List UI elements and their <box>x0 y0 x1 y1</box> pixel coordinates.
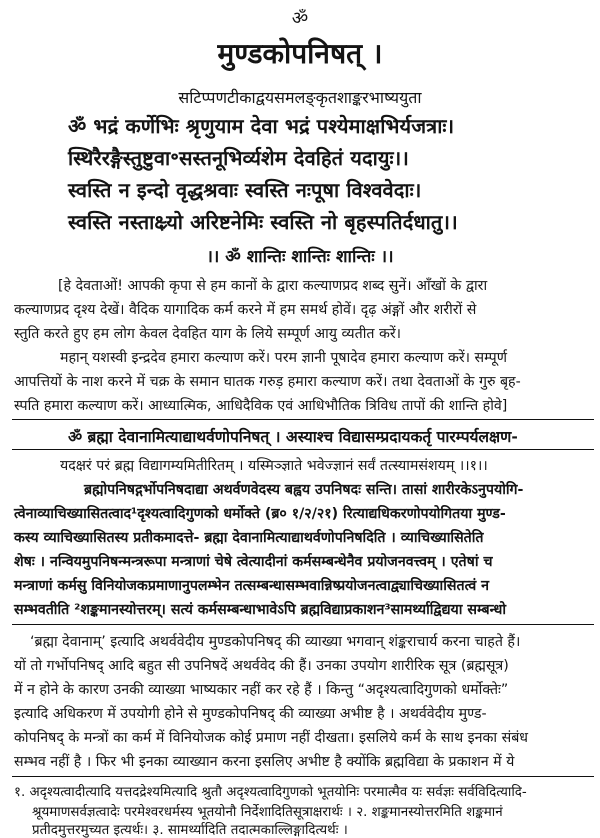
commentary-header: ॐ ब्रह्मा देवानामित्याद्याथर्वणोपनिषत् । अस्याश्च विद्यासम्प्रदायकर्तृ पारम्पर्यलक्षण- <box>68 428 518 446</box>
hindi-commentary-line: इत्यादि अधिकरण में उपयोगी होने से मुण्डकोपनिषद् की व्याख्या अभीष्ट है । अथर्ववेदीय मुण्ड- <box>14 706 487 722</box>
mantra-line: स्वस्ति न इन्दो वृद्धश्रवाः स्वस्ति नःपूषा विश्ववेदाः। <box>68 178 422 202</box>
page-subtitle: सटिप्पणटीकाद्वयसमलङ्कृतशाङ्करभाष्ययुता <box>178 88 422 107</box>
hindi-commentary-line: यों तो गर्भोपनिषद् आदि बहुत सी उपनिषदें अथर्ववेद की हैं। उनका उपयोग शारीरिक सूत्र (ब्रह्मसूत्र) <box>14 658 509 674</box>
mantra-line: स्वस्ति नस्ताक्ष्र्यो अरिष्टनेमिः स्वस्ति नो बृहस्पतिर्दधातु।। <box>68 210 458 234</box>
commentary-line: त्वेनाव्याचिख्यासितत्वाद¹दृश्यत्वादिगुणको धर्मोक्ते (ब्र० १/२/२१) रित्याद्यधिकरणोपयोगितया मुण्ड- <box>14 506 506 522</box>
hindi-commentary-line: कोपनिषद् के मन्त्रों का कर्म में विनियोजक कोई प्रमाण नहीं दीखता। इसलिये कर्म के साथ इनका संबंध <box>14 730 529 746</box>
translation-line: आपत्तियों के नाश करने में चक्र के समान घातक गरुड़ हमारा कल्याण करें। तथा देवताओं के गुरु बृह- <box>14 374 521 390</box>
footnote-divider <box>12 776 594 777</box>
divider <box>12 449 594 450</box>
commentary-line: सम्भवतीति ²शङ्कमानस्योत्तरम्। सत्यं कर्मसम्बन्धाभावेऽपि ब्रह्मविद्याप्रकाशन³सामर्थ्याद्विद्यया सम्बन्धो <box>14 602 506 618</box>
commentary-line: यदक्षरं परं ब्रह्म विद्यागम्यमितीरितम् । यस्मिञ्ज्ञाते भवेज्ज्ञानं सर्वं तत्स्यामसंशयम् ।।१।। <box>60 458 488 474</box>
hindi-commentary-line: सम्भव नहीं है । फिर भी इनका व्याख्यान करना इसलिए अभीष्ट है क्योंकि ब्रह्मविद्या के प्रकाशन में ये <box>14 754 515 770</box>
mantra-line: स्थिरैरङ्गैस्तुष्टुवा॰सस्तनूभिर्व्यशेम देवहितं यदायुः।। <box>68 146 409 170</box>
translation-line: कल्याणप्रद दृश्य देखें। वैदिक यागादिक कर्म करने में हम समर्थ होवें। दृढ़ अंङ्गों और शरीरों से <box>14 302 477 318</box>
mantra-line: ॐ भद्रं कर्णेभिः श्रृणुयाम देवा भद्रं पश्येमाक्षभिर्यजत्राः। <box>68 114 455 138</box>
divider <box>12 624 594 625</box>
translation-line: स्पति हमारा कल्याण करें। आध्यात्मिक, आधिदैविक एवं आधिभौतिक त्रिविध तापों की शान्ति होवे] <box>14 398 508 414</box>
commentary-line: कस्य व्याचिख्यासितस्य प्रतीकमादत्ते- ब्रह्मा देवानामित्याद्याथर्वणोपनिषदिति । व्याचिख्यासितेति <box>14 530 484 546</box>
shanti-closing: ।। ॐ शान्तिः शान्तिः शान्तिः ।। <box>206 247 394 267</box>
translation-line: स्तुति करते हुए हम लोग केवल देवहित याग के लिये सम्पूर्ण आयु व्यतीत करें। <box>14 326 402 342</box>
commentary-line: शेषः । नन्वियमुपनिषन्मन्त्ररूपा मन्त्राणां चेषे त्वेत्यादीनां कर्मसम्बन्धेनैव प्रयोजनवत्त्वम् । एतेषां च <box>14 554 493 570</box>
footnote-line: १. अदृश्यत्वादीत्यादि यत्तदद्रेश्यमित्यादि श्रुतौ अदृश्यत्वादिगुणको भूतयोनिः परमात्मैव यः सर्वज्ञः सर्वविदित्यादि- <box>14 785 527 800</box>
commentary-line: ब्रह्मोपनिषद्गर्भोपनिषदाद्या अथर्वणवेदस्य बह्वय उपनिषदः सन्ति। तासां शारीरकेऽनुपयोगि- <box>84 482 524 498</box>
hindi-commentary-line: ‘ब्रह्मा देवानाम्’ इत्यादि अथर्ववेदीय मुण्डकोपनिषद् की व्याख्या भगवान् शंङ्कराचार्य करना चाहते हैं। <box>30 634 521 650</box>
commentary-line: मन्त्राणां कर्मसु विनियोजकप्रमाणानुपलम्भेन तत्सम्बन्धासम्भवान्निष्प्रयोजनत्वाद्व्याचिख्यासितत्वं न <box>14 578 490 594</box>
footnote-line: श्रूयमाणसर्वज्ञत्वादेः परमेश्वरधर्मस्य भूतयोनौ निर्देशादितिसूत्राक्षरार्थः । २. शङ्कमानस्योत्तरमिति शङ्कमानं <box>32 805 503 820</box>
page-title: मुण्डकोपनिषत् । <box>217 37 383 70</box>
footnote-line: प्रतीदमुत्तरमुच्यत इत्यर्थः। ३. सामर्थ्यादिति तदात्मकाल्लिङ्गादित्यर्थः । <box>32 823 348 838</box>
translation-line: महान् यशस्वी इन्द्रदेव हमारा कल्याण करें। परम ज्ञानी पूषादेव हमारा कल्याण करें। सम्पूर्ण <box>60 350 507 366</box>
om-symbol: ॐ <box>291 8 309 29</box>
divider <box>12 419 594 420</box>
hindi-commentary-line: में न होने के कारण उनकी व्याख्या भाष्यकार नहीं कर रहे हैं । किन्तु “अदृश्यत्वादिगुणको धर्मोक्तेः” <box>14 682 509 698</box>
translation-line: [हे देवताओं! आपकी कृपा से हम कानों के द्वारा कल्याणप्रद शब्द सुनें। आँखों के द्वारा <box>58 278 488 294</box>
